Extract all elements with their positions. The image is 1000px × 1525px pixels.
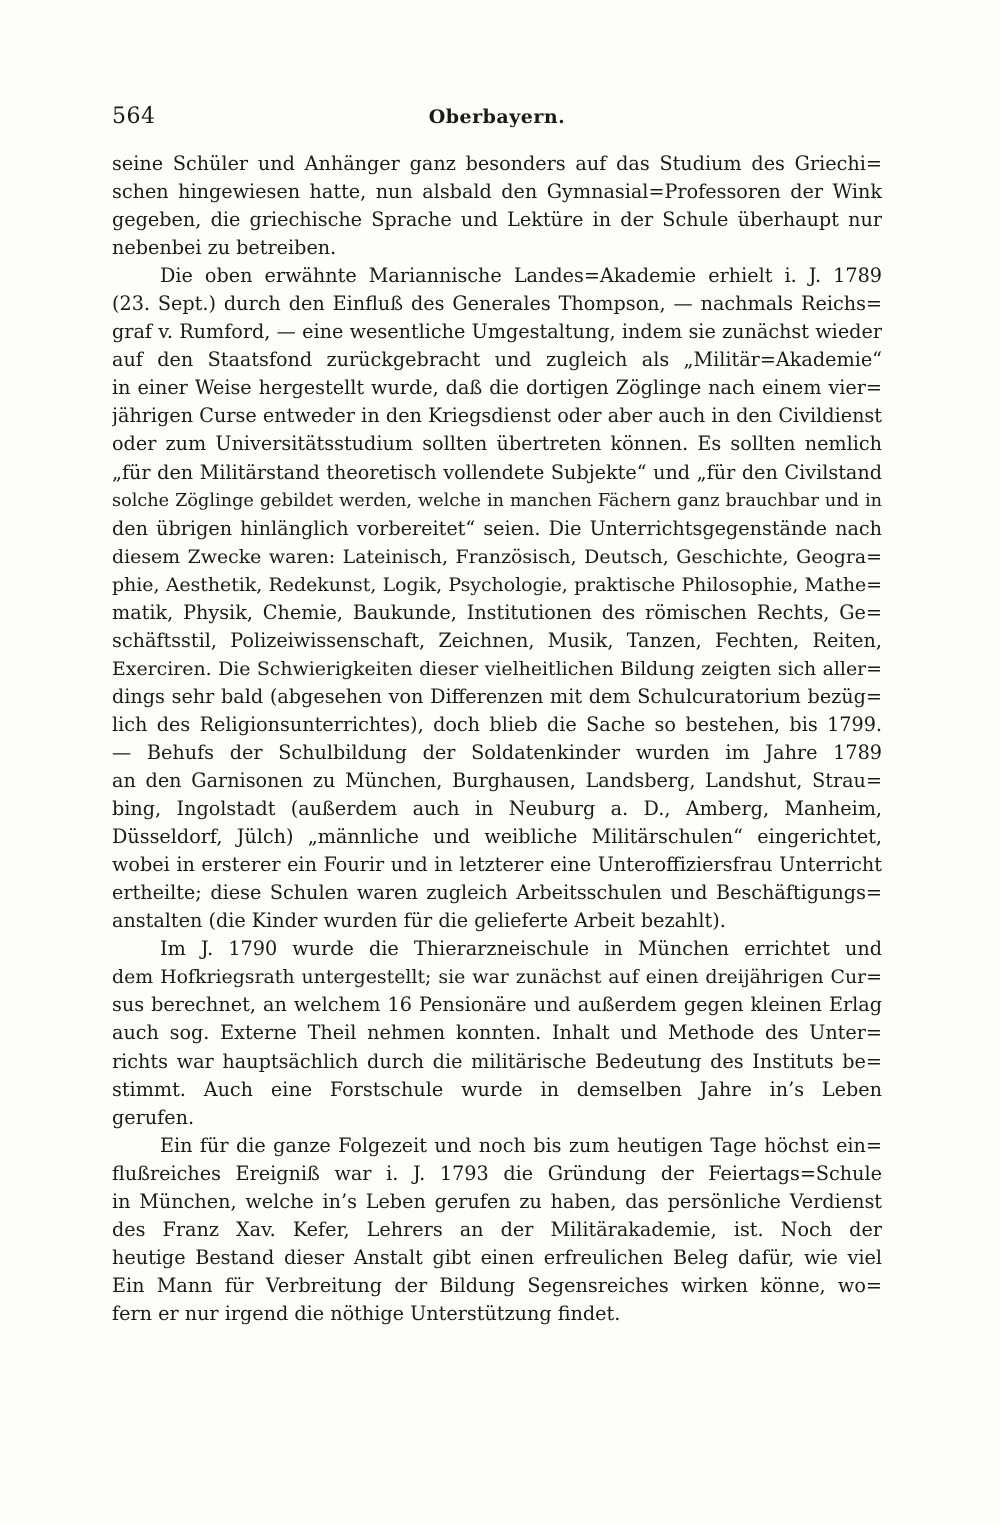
text-line: bing, Ingolstadt (außerdem auch in Neuburg a. D., Amberg, Manheim, bbox=[112, 797, 882, 821]
text-line: phie, Aesthetik, Redekunst, Logik, Psychologie, praktische Philosophie, Mathe= bbox=[112, 573, 882, 596]
text-line: des Franz Xav. Kefer, Lehrers an der Militärakademie, ist. Noch der bbox=[112, 1217, 882, 1241]
page-header bbox=[112, 104, 882, 134]
text-line: in München, welche in’s Leben gerufen zu haben, das persönliche Verdienst bbox=[112, 1189, 882, 1213]
text-line: wobei in ersterer ein Fourir und in letzterer eine Unteroffiziersfrau Unterricht bbox=[112, 853, 882, 877]
text-line: schen hingewiesen hatte, nun alsbald den Gymnasial=Professoren der Wink bbox=[112, 180, 882, 204]
text-line: fern er nur irgend die nöthige Unterstützung findet. bbox=[112, 1301, 621, 1325]
text-line: seine Schüler und Anhänger ganz besonders auf das Studium des Griechi= bbox=[112, 152, 882, 175]
text-line: Düsseldorf, Jülch) „männliche und weibliche Militärschulen“ eingerichtet, bbox=[112, 825, 882, 849]
text-line: schäftsstil, Polizeiwissenschaft, Zeichnen, Musik, Tanzen, Fechten, Reiten, bbox=[112, 628, 882, 652]
text-line: auf den Staatsfond zurückgebracht und zugleich als „Militär=Akademie“ bbox=[112, 348, 882, 372]
text-line: diesem Zwecke waren: Lateinisch, Französisch, Deutsch, Geschichte, Geogra= bbox=[112, 545, 882, 568]
page-number: 564 bbox=[112, 104, 156, 129]
text-line: den übrigen hinlänglich vorbereitet“ seien. Die Unterrichtsgegenstände nach bbox=[112, 516, 882, 540]
body-text bbox=[112, 150, 882, 1328]
text-line: „für den Militärstand theoretisch vollendete Subjekte“ und „für den Civilstand bbox=[112, 460, 882, 484]
text-line: Die oben erwähnte Mariannische Landes=Akademie erhielt i. J. 1789 bbox=[160, 264, 882, 288]
text-line: richts war hauptsächlich durch die militärische Bedeutung des Instituts be= bbox=[112, 1049, 882, 1073]
text-line: gerufen. bbox=[112, 1105, 195, 1129]
text-line: heutige Bestand dieser Anstalt gibt einen erfreulichen Beleg dafür, wie viel bbox=[112, 1245, 882, 1269]
text-line: (23. Sept.) durch den Einfluß des Generales Thompson, — nachmals Reichs= bbox=[112, 292, 882, 316]
text-line: flußreiches Ereigniß war i. J. 1793 die Gründung der Feiertags=Schule bbox=[112, 1161, 882, 1185]
text-line: dings sehr bald (abgesehen von Differenzen mit dem Schulcuratorium bezüg= bbox=[112, 684, 882, 708]
text-line: nebenbei zu betreiben. bbox=[112, 236, 337, 260]
text-line: gegeben, die griechische Sprache und Lektüre in der Schule überhaupt nur bbox=[112, 208, 882, 232]
text-line: stimmt. Auch eine Forstschule wurde in demselben Jahre in’s Leben bbox=[112, 1077, 882, 1101]
text-line: sus berechnet, an welchem 16 Pensionäre und außerdem gegen kleinen Erlag bbox=[112, 993, 882, 1017]
text-line: dem Hofkriegsrath untergestellt; sie war zunächst auf einen dreijährigen Cur= bbox=[112, 966, 882, 989]
text-line: Exerciren. Die Schwierigkeiten dieser vielheitlichen Bildung zeigten sich aller= bbox=[112, 657, 882, 680]
text-line: Ein Mann für Verbreitung der Bildung Segensreiches wirken könne, wo= bbox=[112, 1273, 882, 1297]
text-line: ertheilte; diese Schulen waren zugleich Arbeitsschulen und Beschäftigungs= bbox=[112, 881, 882, 905]
text-line: an den Garnisonen zu München, Burghausen, Landsberg, Landshut, Strau= bbox=[112, 769, 882, 793]
text-line: — Behufs der Schulbildung der Soldatenkinder wurden im Jahre 1789 bbox=[112, 740, 882, 764]
running-head: Oberbayern. bbox=[428, 106, 566, 128]
text-line: lich des Religionsunterrichtes), doch blieb die Sache so bestehen, bis 1799. bbox=[112, 712, 882, 736]
text-line: graf v. Rumford, — eine wesentliche Umgestaltung, indem sie zunächst wieder bbox=[112, 320, 882, 344]
text-line: in einer Weise hergestellt wurde, daß die dortigen Zöglinge nach einem vier= bbox=[112, 376, 882, 400]
text-line: jährigen Curse entweder in den Kriegsdienst oder aber auch in den Civildienst bbox=[112, 404, 882, 428]
text-line: solche Zöglinge gebildet werden, welche in manchen Fächern ganz brauchbar und in bbox=[112, 490, 882, 511]
text-line: oder zum Universitätsstudium sollten übertreten können. Es sollten nemlich bbox=[112, 432, 882, 456]
text-line: anstalten (die Kinder wurden für die gelieferte Arbeit bezahlt). bbox=[112, 909, 726, 933]
text-line: auch sog. Externe Theil nehmen konnten. Inhalt und Methode des Unter= bbox=[112, 1021, 882, 1045]
text-line: matik, Physik, Chemie, Baukunde, Institutionen des römischen Rechts, Ge= bbox=[112, 600, 882, 624]
text-line: Im J. 1790 wurde die Thierarzneischule in München errichtet und bbox=[160, 937, 882, 961]
text-line: Ein für die ganze Folgezeit und noch bis zum heutigen Tage höchst ein= bbox=[160, 1133, 882, 1157]
